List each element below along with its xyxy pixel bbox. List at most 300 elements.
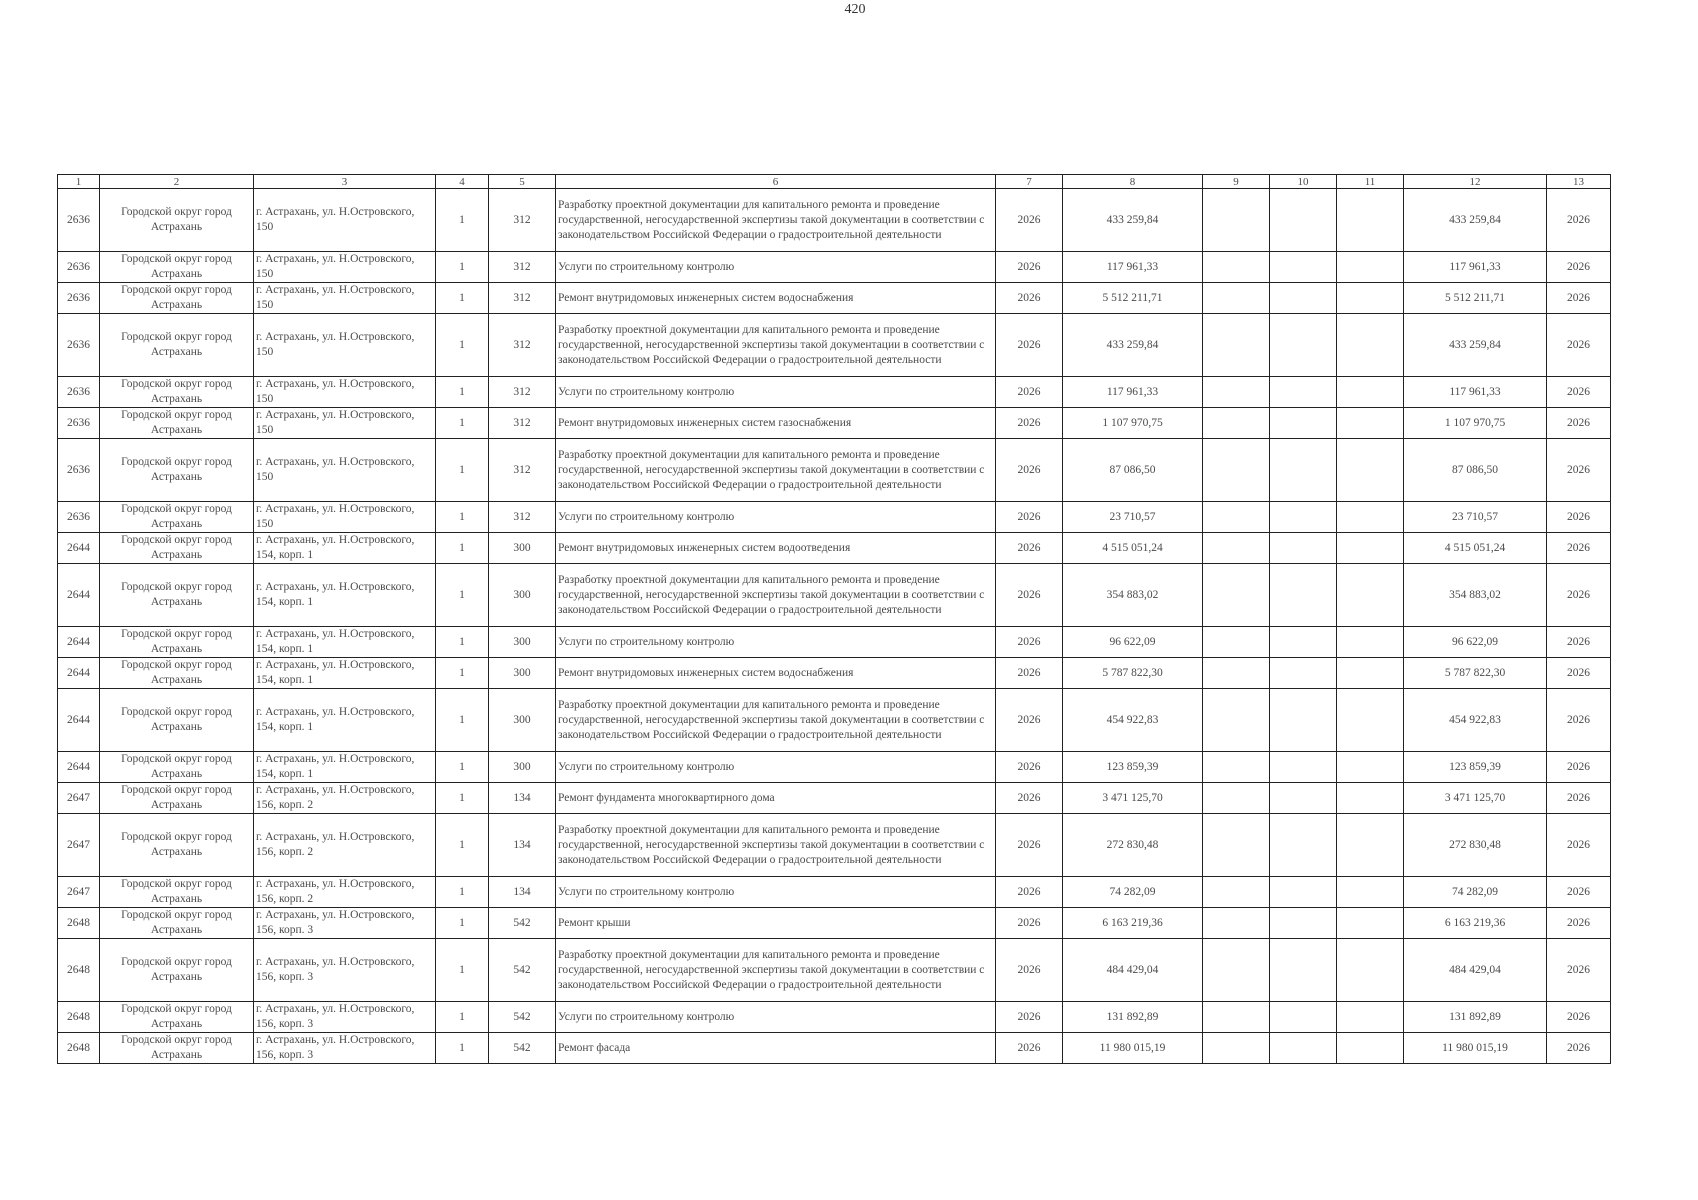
amount-cell: 23 710,57 xyxy=(1063,502,1203,533)
year-cell: 2026 xyxy=(996,939,1063,1002)
municipality-cell: Городской округ город Астрахань xyxy=(100,1002,254,1033)
end-year-cell: 2026 xyxy=(1547,533,1611,564)
year-cell: 2026 xyxy=(996,814,1063,877)
work-type-cell: Разработку проектной документации для капитального ремонта и проведение государственной, негосударственной экспертизы такой документации в соответствии с законодательством Российской Федерации о градостроительной деятельности xyxy=(556,314,996,377)
count-cell: 1 xyxy=(436,877,489,908)
area-cell: 542 xyxy=(489,1033,556,1064)
municipality-cell: Городской округ город Астрахань xyxy=(100,752,254,783)
column-number: 9 xyxy=(1203,175,1270,189)
area-cell: 134 xyxy=(489,783,556,814)
row-number-cell: 2644 xyxy=(58,564,100,627)
count-cell: 1 xyxy=(436,408,489,439)
empty-cell xyxy=(1270,283,1337,314)
address-cell: г. Астрахань, ул. Н.Островского, 150 xyxy=(254,408,436,439)
amount-cell: 131 892,89 xyxy=(1063,1002,1203,1033)
work-type-cell: Услуги по строительному контролю xyxy=(556,502,996,533)
municipality-cell: Городской округ город Астрахань xyxy=(100,877,254,908)
amount-cell: 96 622,09 xyxy=(1063,627,1203,658)
year-cell: 2026 xyxy=(996,689,1063,752)
column-number: 1 xyxy=(58,175,100,189)
empty-cell xyxy=(1203,814,1270,877)
municipality-cell: Городской округ город Астрахань xyxy=(100,377,254,408)
empty-cell xyxy=(1203,627,1270,658)
empty-cell xyxy=(1203,564,1270,627)
municipality-cell: Городской округ город Астрахань xyxy=(100,939,254,1002)
amount-cell: 454 922,83 xyxy=(1063,689,1203,752)
municipality-cell: Городской округ город Астрахань xyxy=(100,408,254,439)
row-number-cell: 2636 xyxy=(58,502,100,533)
amount-cell: 433 259,84 xyxy=(1063,189,1203,252)
row-number-cell: 2648 xyxy=(58,939,100,1002)
municipality-cell: Городской округ город Астрахань xyxy=(100,564,254,627)
area-cell: 542 xyxy=(489,939,556,1002)
empty-cell xyxy=(1203,533,1270,564)
area-cell: 312 xyxy=(489,314,556,377)
year-cell: 2026 xyxy=(996,1033,1063,1064)
end-year-cell: 2026 xyxy=(1547,439,1611,502)
empty-cell xyxy=(1203,502,1270,533)
work-type-cell: Разработку проектной документации для капитального ремонта и проведение государственной, негосударственной экспертизы такой документации в соответствии с законодательством Российской Федерации о градостроительной деятельности xyxy=(556,564,996,627)
total-cell: 433 259,84 xyxy=(1404,314,1547,377)
empty-cell xyxy=(1270,783,1337,814)
year-cell: 2026 xyxy=(996,1002,1063,1033)
end-year-cell: 2026 xyxy=(1547,377,1611,408)
year-cell: 2026 xyxy=(996,627,1063,658)
empty-cell xyxy=(1337,533,1404,564)
address-cell: г. Астрахань, ул. Н.Островского, 150 xyxy=(254,252,436,283)
empty-cell xyxy=(1270,314,1337,377)
column-number: 2 xyxy=(100,175,254,189)
empty-cell xyxy=(1270,908,1337,939)
area-cell: 300 xyxy=(489,752,556,783)
year-cell: 2026 xyxy=(996,564,1063,627)
area-cell: 300 xyxy=(489,627,556,658)
end-year-cell: 2026 xyxy=(1547,627,1611,658)
address-cell: г. Астрахань, ул. Н.Островского, 156, корп. 3 xyxy=(254,939,436,1002)
municipality-cell: Городской округ город Астрахань xyxy=(100,189,254,252)
total-cell: 117 961,33 xyxy=(1404,252,1547,283)
empty-cell xyxy=(1203,658,1270,689)
empty-cell xyxy=(1270,627,1337,658)
empty-cell xyxy=(1270,252,1337,283)
row-number-cell: 2644 xyxy=(58,627,100,658)
year-cell: 2026 xyxy=(996,533,1063,564)
end-year-cell: 2026 xyxy=(1547,814,1611,877)
table-row xyxy=(58,564,1611,627)
work-type-cell: Ремонт фундамента многоквартирного дома xyxy=(556,783,996,814)
table-body xyxy=(58,175,1611,1064)
municipality-cell: Городской округ город Астрахань xyxy=(100,1033,254,1064)
year-cell: 2026 xyxy=(996,252,1063,283)
address-cell: г. Астрахань, ул. Н.Островского, 150 xyxy=(254,377,436,408)
amount-cell: 11 980 015,19 xyxy=(1063,1033,1203,1064)
address-cell: г. Астрахань, ул. Н.Островского, 156, корп. 3 xyxy=(254,1002,436,1033)
count-cell: 1 xyxy=(436,908,489,939)
amount-cell: 3 471 125,70 xyxy=(1063,783,1203,814)
end-year-cell: 2026 xyxy=(1547,939,1611,1002)
empty-cell xyxy=(1203,908,1270,939)
total-cell: 3 471 125,70 xyxy=(1404,783,1547,814)
empty-cell xyxy=(1270,408,1337,439)
row-number-cell: 2648 xyxy=(58,908,100,939)
empty-cell xyxy=(1203,939,1270,1002)
year-cell: 2026 xyxy=(996,408,1063,439)
empty-cell xyxy=(1203,252,1270,283)
amount-cell: 5 787 822,30 xyxy=(1063,658,1203,689)
year-cell: 2026 xyxy=(996,783,1063,814)
count-cell: 1 xyxy=(436,783,489,814)
empty-cell xyxy=(1203,283,1270,314)
empty-cell xyxy=(1337,189,1404,252)
empty-cell xyxy=(1270,1002,1337,1033)
address-cell: г. Астрахань, ул. Н.Островского, 154, корп. 1 xyxy=(254,564,436,627)
amount-cell: 354 883,02 xyxy=(1063,564,1203,627)
table-row xyxy=(58,533,1611,564)
table-row xyxy=(58,1002,1611,1033)
work-type-cell: Ремонт внутридомовых инженерных систем водоснабжения xyxy=(556,658,996,689)
end-year-cell: 2026 xyxy=(1547,1033,1611,1064)
work-type-cell: Услуги по строительному контролю xyxy=(556,377,996,408)
count-cell: 1 xyxy=(436,533,489,564)
empty-cell xyxy=(1270,439,1337,502)
page-number: 420 xyxy=(844,2,866,17)
year-cell: 2026 xyxy=(996,377,1063,408)
count-cell: 1 xyxy=(436,377,489,408)
row-number-cell: 2648 xyxy=(58,1002,100,1033)
area-cell: 312 xyxy=(489,189,556,252)
table-row xyxy=(58,377,1611,408)
work-type-cell: Услуги по строительному контролю xyxy=(556,627,996,658)
table-row xyxy=(58,814,1611,877)
column-number: 7 xyxy=(996,175,1063,189)
table-row xyxy=(58,908,1611,939)
area-cell: 312 xyxy=(489,408,556,439)
row-number-cell: 2636 xyxy=(58,408,100,439)
municipality-cell: Городской округ город Астрахань xyxy=(100,814,254,877)
table-row xyxy=(58,502,1611,533)
address-cell: г. Астрахань, ул. Н.Островского, 150 xyxy=(254,502,436,533)
year-cell: 2026 xyxy=(996,502,1063,533)
empty-cell xyxy=(1270,1033,1337,1064)
empty-cell xyxy=(1203,314,1270,377)
empty-cell xyxy=(1203,1002,1270,1033)
column-number: 5 xyxy=(489,175,556,189)
table-row xyxy=(58,1033,1611,1064)
area-cell: 542 xyxy=(489,908,556,939)
year-cell: 2026 xyxy=(996,908,1063,939)
amount-cell: 117 961,33 xyxy=(1063,252,1203,283)
row-number-cell: 2636 xyxy=(58,283,100,314)
count-cell: 1 xyxy=(436,439,489,502)
amount-cell: 5 512 211,71 xyxy=(1063,283,1203,314)
count-cell: 1 xyxy=(436,627,489,658)
empty-cell xyxy=(1270,877,1337,908)
work-type-cell: Разработку проектной документации для капитального ремонта и проведение государственной, негосударственной экспертизы такой документации в соответствии с законодательством Российской Федерации о градостроительной деятельности xyxy=(556,939,996,1002)
amount-cell: 272 830,48 xyxy=(1063,814,1203,877)
end-year-cell: 2026 xyxy=(1547,408,1611,439)
empty-cell xyxy=(1337,1033,1404,1064)
empty-cell xyxy=(1270,189,1337,252)
row-number-cell: 2647 xyxy=(58,814,100,877)
table-row xyxy=(58,783,1611,814)
work-type-cell: Разработку проектной документации для капитального ремонта и проведение государственной, негосударственной экспертизы такой документации в соответствии с законодательством Российской Федерации о градостроительной деятельности xyxy=(556,189,996,252)
table-row xyxy=(58,752,1611,783)
row-number-cell: 2647 xyxy=(58,877,100,908)
work-type-cell: Ремонт внутридомовых инженерных систем водоотведения xyxy=(556,533,996,564)
empty-cell xyxy=(1270,752,1337,783)
count-cell: 1 xyxy=(436,314,489,377)
end-year-cell: 2026 xyxy=(1547,658,1611,689)
amount-cell: 6 163 219,36 xyxy=(1063,908,1203,939)
address-cell: г. Астрахань, ул. Н.Островского, 156, корп. 2 xyxy=(254,783,436,814)
year-cell: 2026 xyxy=(996,283,1063,314)
end-year-cell: 2026 xyxy=(1547,877,1611,908)
year-cell: 2026 xyxy=(996,189,1063,252)
end-year-cell: 2026 xyxy=(1547,283,1611,314)
empty-cell xyxy=(1270,564,1337,627)
address-cell: г. Астрахань, ул. Н.Островского, 154, корп. 1 xyxy=(254,689,436,752)
empty-cell xyxy=(1203,877,1270,908)
work-type-cell: Ремонт крыши xyxy=(556,908,996,939)
end-year-cell: 2026 xyxy=(1547,689,1611,752)
empty-cell xyxy=(1203,752,1270,783)
municipality-cell: Городской округ город Астрахань xyxy=(100,689,254,752)
address-cell: г. Астрахань, ул. Н.Островского, 156, корп. 3 xyxy=(254,908,436,939)
empty-cell xyxy=(1337,377,1404,408)
row-number-cell: 2644 xyxy=(58,689,100,752)
area-cell: 312 xyxy=(489,252,556,283)
empty-cell xyxy=(1337,658,1404,689)
end-year-cell: 2026 xyxy=(1547,1002,1611,1033)
column-number: 12 xyxy=(1404,175,1547,189)
table-row xyxy=(58,658,1611,689)
empty-cell xyxy=(1270,533,1337,564)
amount-cell: 117 961,33 xyxy=(1063,377,1203,408)
table-row xyxy=(58,439,1611,502)
row-number-cell: 2647 xyxy=(58,783,100,814)
address-cell: г. Астрахань, ул. Н.Островского, 150 xyxy=(254,314,436,377)
count-cell: 1 xyxy=(436,939,489,1002)
empty-cell xyxy=(1203,783,1270,814)
address-cell: г. Астрахань, ул. Н.Островского, 156, корп. 2 xyxy=(254,877,436,908)
area-cell: 312 xyxy=(489,377,556,408)
work-type-cell: Разработку проектной документации для капитального ремонта и проведение государственной, негосударственной экспертизы такой документации в соответствии с законодательством Российской Федерации о градостроительной деятельности xyxy=(556,689,996,752)
empty-cell xyxy=(1270,658,1337,689)
municipality-cell: Городской округ город Астрахань xyxy=(100,252,254,283)
empty-cell xyxy=(1270,377,1337,408)
end-year-cell: 2026 xyxy=(1547,752,1611,783)
total-cell: 87 086,50 xyxy=(1404,439,1547,502)
count-cell: 1 xyxy=(436,752,489,783)
total-cell: 272 830,48 xyxy=(1404,814,1547,877)
total-cell: 117 961,33 xyxy=(1404,377,1547,408)
amount-cell: 4 515 051,24 xyxy=(1063,533,1203,564)
total-cell: 123 859,39 xyxy=(1404,752,1547,783)
row-number-cell: 2636 xyxy=(58,439,100,502)
address-cell: г. Астрахань, ул. Н.Островского, 150 xyxy=(254,283,436,314)
year-cell: 2026 xyxy=(996,658,1063,689)
end-year-cell: 2026 xyxy=(1547,189,1611,252)
area-cell: 134 xyxy=(489,814,556,877)
empty-cell xyxy=(1337,908,1404,939)
table-row xyxy=(58,877,1611,908)
empty-cell xyxy=(1337,1002,1404,1033)
empty-cell xyxy=(1203,189,1270,252)
table-row xyxy=(58,627,1611,658)
address-cell: г. Астрахань, ул. Н.Островского, 154, корп. 1 xyxy=(254,658,436,689)
empty-cell xyxy=(1337,783,1404,814)
empty-cell xyxy=(1337,314,1404,377)
address-cell: г. Астрахань, ул. Н.Островского, 154, корп. 1 xyxy=(254,752,436,783)
table-row xyxy=(58,252,1611,283)
year-cell: 2026 xyxy=(996,439,1063,502)
municipality-cell: Городской округ город Астрахань xyxy=(100,908,254,939)
amount-cell: 87 086,50 xyxy=(1063,439,1203,502)
empty-cell xyxy=(1337,283,1404,314)
register-table xyxy=(57,174,1611,1064)
column-number: 3 xyxy=(254,175,436,189)
municipality-cell: Городской округ город Астрахань xyxy=(100,533,254,564)
empty-cell xyxy=(1337,939,1404,1002)
municipality-cell: Городской округ город Астрахань xyxy=(100,658,254,689)
count-cell: 1 xyxy=(436,814,489,877)
municipality-cell: Городской округ город Астрахань xyxy=(100,627,254,658)
column-number: 13 xyxy=(1547,175,1611,189)
end-year-cell: 2026 xyxy=(1547,908,1611,939)
work-type-cell: Услуги по строительному контролю xyxy=(556,1002,996,1033)
empty-cell xyxy=(1337,564,1404,627)
empty-cell xyxy=(1203,689,1270,752)
total-cell: 4 515 051,24 xyxy=(1404,533,1547,564)
area-cell: 542 xyxy=(489,1002,556,1033)
count-cell: 1 xyxy=(436,1033,489,1064)
empty-cell xyxy=(1270,814,1337,877)
total-cell: 1 107 970,75 xyxy=(1404,408,1547,439)
amount-cell: 1 107 970,75 xyxy=(1063,408,1203,439)
row-number-cell: 2636 xyxy=(58,314,100,377)
row-number-cell: 2644 xyxy=(58,752,100,783)
empty-cell xyxy=(1337,689,1404,752)
address-cell: г. Астрахань, ул. Н.Островского, 154, корп. 1 xyxy=(254,627,436,658)
column-number: 10 xyxy=(1270,175,1337,189)
total-cell: 454 922,83 xyxy=(1404,689,1547,752)
total-cell: 131 892,89 xyxy=(1404,1002,1547,1033)
work-type-cell: Услуги по строительному контролю xyxy=(556,877,996,908)
area-cell: 300 xyxy=(489,658,556,689)
count-cell: 1 xyxy=(436,252,489,283)
count-cell: 1 xyxy=(436,564,489,627)
year-cell: 2026 xyxy=(996,877,1063,908)
work-type-cell: Разработку проектной документации для капитального ремонта и проведение государственной, негосударственной экспертизы такой документации в соответствии с законодательством Российской Федерации о градостроительной деятельности xyxy=(556,439,996,502)
column-number: 8 xyxy=(1063,175,1203,189)
empty-cell xyxy=(1203,377,1270,408)
municipality-cell: Городской округ город Астрахань xyxy=(100,439,254,502)
area-cell: 134 xyxy=(489,877,556,908)
area-cell: 300 xyxy=(489,689,556,752)
area-cell: 300 xyxy=(489,564,556,627)
address-cell: г. Астрахань, ул. Н.Островского, 154, корп. 1 xyxy=(254,533,436,564)
end-year-cell: 2026 xyxy=(1547,502,1611,533)
table-row xyxy=(58,283,1611,314)
empty-cell xyxy=(1337,408,1404,439)
empty-cell xyxy=(1337,502,1404,533)
empty-cell xyxy=(1203,408,1270,439)
table-row xyxy=(58,408,1611,439)
total-cell: 484 429,04 xyxy=(1404,939,1547,1002)
count-cell: 1 xyxy=(436,502,489,533)
count-cell: 1 xyxy=(436,283,489,314)
total-cell: 74 282,09 xyxy=(1404,877,1547,908)
empty-cell xyxy=(1337,627,1404,658)
municipality-cell: Городской округ город Астрахань xyxy=(100,283,254,314)
total-cell: 23 710,57 xyxy=(1404,502,1547,533)
row-number-cell: 2644 xyxy=(58,658,100,689)
row-number-cell: 2636 xyxy=(58,377,100,408)
municipality-cell: Городской округ город Астрахань xyxy=(100,314,254,377)
column-number: 11 xyxy=(1337,175,1404,189)
amount-cell: 123 859,39 xyxy=(1063,752,1203,783)
amount-cell: 433 259,84 xyxy=(1063,314,1203,377)
column-number: 6 xyxy=(556,175,996,189)
empty-cell xyxy=(1270,939,1337,1002)
area-cell: 300 xyxy=(489,533,556,564)
empty-cell xyxy=(1337,439,1404,502)
end-year-cell: 2026 xyxy=(1547,252,1611,283)
area-cell: 312 xyxy=(489,439,556,502)
address-cell: г. Астрахань, ул. Н.Островского, 156, корп. 2 xyxy=(254,814,436,877)
column-number: 4 xyxy=(436,175,489,189)
year-cell: 2026 xyxy=(996,752,1063,783)
count-cell: 1 xyxy=(436,689,489,752)
total-cell: 96 622,09 xyxy=(1404,627,1547,658)
work-type-cell: Разработку проектной документации для капитального ремонта и проведение государственной, негосударственной экспертизы такой документации в соответствии с законодательством Российской Федерации о градостроительной деятельности xyxy=(556,814,996,877)
count-cell: 1 xyxy=(436,1002,489,1033)
empty-cell xyxy=(1337,752,1404,783)
work-type-cell: Услуги по строительному контролю xyxy=(556,752,996,783)
empty-cell xyxy=(1337,814,1404,877)
empty-cell xyxy=(1270,502,1337,533)
amount-cell: 484 429,04 xyxy=(1063,939,1203,1002)
area-cell: 312 xyxy=(489,502,556,533)
total-cell: 5 787 822,30 xyxy=(1404,658,1547,689)
empty-cell xyxy=(1337,252,1404,283)
empty-cell xyxy=(1270,689,1337,752)
table-row xyxy=(58,689,1611,752)
address-cell: г. Астрахань, ул. Н.Островского, 156, корп. 3 xyxy=(254,1033,436,1064)
total-cell: 5 512 211,71 xyxy=(1404,283,1547,314)
address-cell: г. Астрахань, ул. Н.Островского, 150 xyxy=(254,189,436,252)
column-number-row xyxy=(58,175,1611,189)
area-cell: 312 xyxy=(489,283,556,314)
total-cell: 6 163 219,36 xyxy=(1404,908,1547,939)
row-number-cell: 2636 xyxy=(58,189,100,252)
count-cell: 1 xyxy=(436,658,489,689)
municipality-cell: Городской округ город Астрахань xyxy=(100,502,254,533)
end-year-cell: 2026 xyxy=(1547,314,1611,377)
work-type-cell: Ремонт внутридомовых инженерных систем водоснабжения xyxy=(556,283,996,314)
year-cell: 2026 xyxy=(996,314,1063,377)
empty-cell xyxy=(1203,1033,1270,1064)
municipality-cell: Городской округ город Астрахань xyxy=(100,783,254,814)
address-cell: г. Астрахань, ул. Н.Островского, 150 xyxy=(254,439,436,502)
total-cell: 433 259,84 xyxy=(1404,189,1547,252)
table-row xyxy=(58,189,1611,252)
total-cell: 354 883,02 xyxy=(1404,564,1547,627)
end-year-cell: 2026 xyxy=(1547,564,1611,627)
work-type-cell: Ремонт внутридомовых инженерных систем газоснабжения xyxy=(556,408,996,439)
amount-cell: 74 282,09 xyxy=(1063,877,1203,908)
row-number-cell: 2636 xyxy=(58,252,100,283)
